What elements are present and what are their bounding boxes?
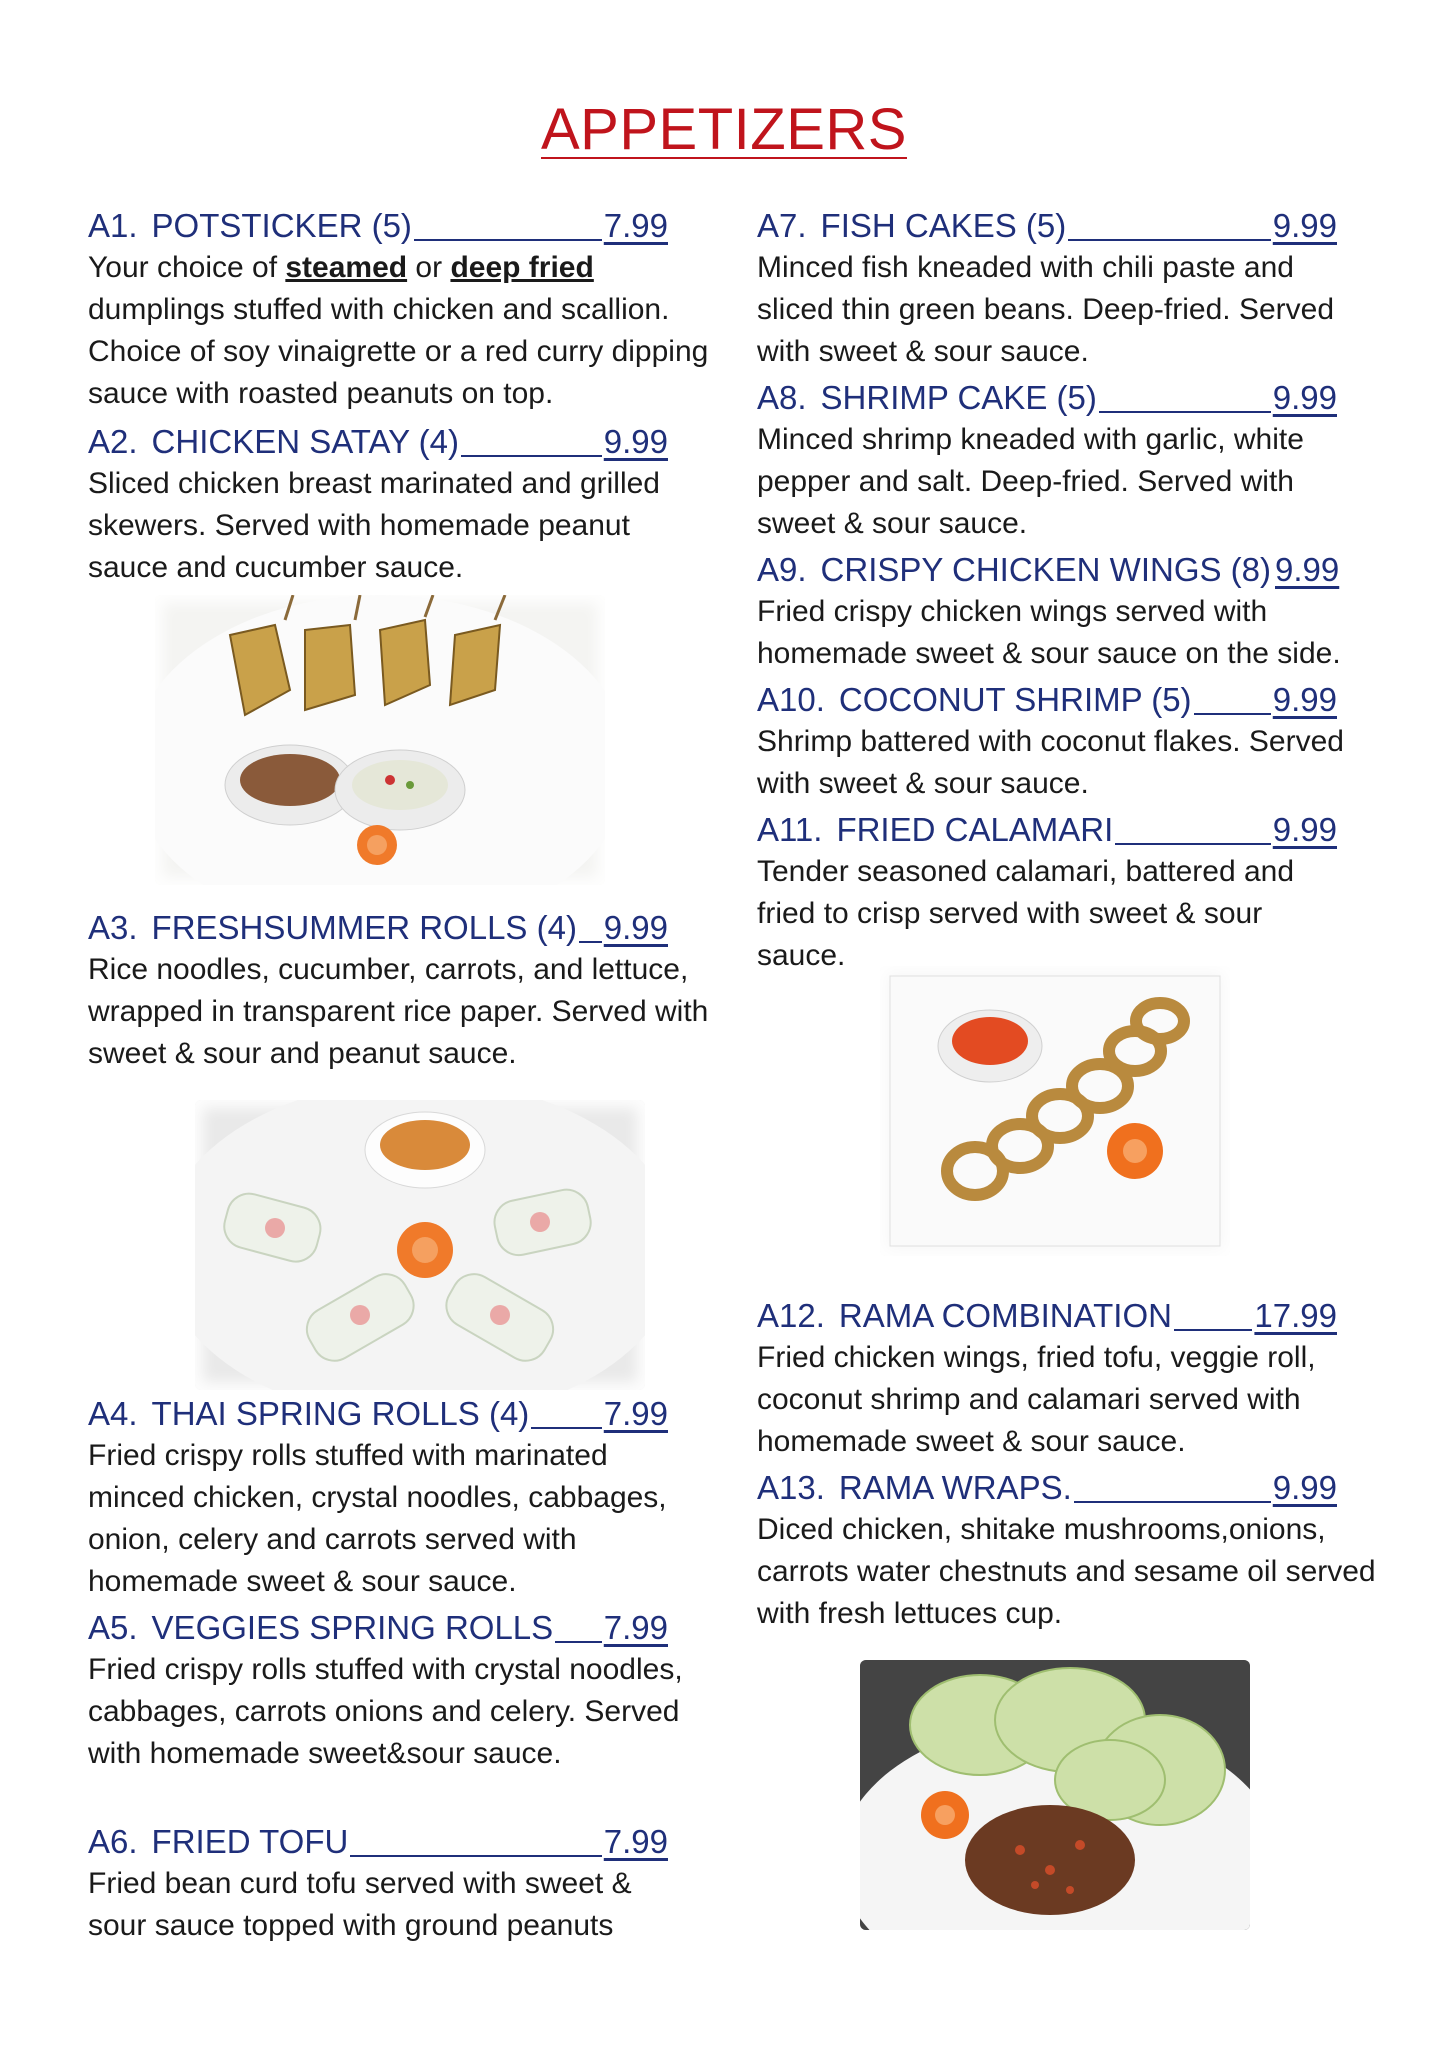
item-description: Diced chicken, shitake mushrooms,onions, carrots water chestnuts and sesame oil served with fresh lettuces cup. (757, 1513, 1376, 1630)
menu-item-a2 (88, 420, 698, 589)
item-code: A11. (757, 811, 823, 848)
desc-option-steamed: steamed (285, 251, 408, 284)
menu-item-a7 (757, 204, 1357, 373)
item-code: A8. (757, 379, 807, 416)
item-description (88, 247, 728, 415)
item-description: Fried crispy rolls stuffed with crystal noodles, cabbages, carrots onions and celery. Served with homemade sweet&sour sauce. (88, 1653, 683, 1770)
price-leader (1068, 198, 1271, 241)
item-description: Fried crispy rolls stuffed with marinated minced chicken, crystal noodles, cabbages, onion, celery and carrots served with homemade sweet & sour sauce. (88, 1439, 667, 1598)
item-code: A10. (757, 681, 825, 718)
item-price: 9.99 (1272, 681, 1337, 718)
item-description: Shrimp battered with coconut flakes. Served with sweet & sour sauce. (757, 725, 1344, 800)
item-description: Minced shrimp kneaded with garlic, white pepper and salt. Deep-fried. Served with sweet & sour sauce. (757, 423, 1304, 540)
item-name: COCONUT SHRIMP (5) (838, 681, 1192, 718)
price-leader (461, 414, 602, 457)
item-name: RAMA COMBINATION (838, 1297, 1172, 1334)
desc-text: Your choice of (88, 251, 286, 284)
item-code: A1. (88, 207, 138, 244)
item-price: 9.99 (1272, 207, 1337, 244)
item-code: A9. (757, 551, 807, 588)
desc-text: or (407, 251, 451, 284)
item-name: CHICKEN SATAY (4) (151, 423, 459, 460)
menu-item-a10 (757, 678, 1357, 805)
item-header (88, 420, 668, 463)
item-header (88, 1820, 668, 1863)
item-code: A3. (88, 909, 138, 946)
item-header (757, 548, 1340, 591)
item-price: 9.99 (603, 909, 668, 946)
price-leader (1174, 1288, 1252, 1331)
item-header (88, 1606, 668, 1649)
item-code: A6. (88, 1823, 138, 1860)
item-description: Sliced chicken breast marinated and grilled skewers. Served with homemade peanut sauce and cucumber sauce. (88, 467, 660, 584)
item-description: Rice noodles, cucumber, carrots, and lettuce, wrapped in transparent rice paper. Served with sweet & sour and peanut sauce. (88, 953, 709, 1070)
price-leader (414, 198, 602, 241)
item-price: 9.99 (1272, 1469, 1337, 1506)
item-price: 9.99 (1272, 379, 1337, 416)
item-description: Minced fish kneaded with chili paste and sliced thin green beans. Deep-fried. Served with sweet & sour sauce. (757, 251, 1335, 368)
item-price: 9.99 (1275, 551, 1340, 588)
desc-text: dumplings stuffed with chicken and scallion. Choice of soy vinaigrette or a red curry dipping sauce with roasted peanuts on top. (88, 293, 709, 410)
price-leader (1074, 1460, 1271, 1503)
item-code: A7. (757, 207, 807, 244)
rama-wraps-photo (860, 1660, 1250, 1930)
item-header (757, 1294, 1337, 1337)
item-header (757, 376, 1337, 419)
price-leader (350, 1814, 601, 1857)
item-name: FRESHSUMMER ROLLS (4) (151, 909, 577, 946)
item-name: CRISPY CHICKEN WINGS (8) (820, 551, 1271, 588)
item-price: 9.99 (603, 423, 668, 460)
item-price: 9.99 (1272, 811, 1337, 848)
page-title (0, 96, 1448, 163)
item-name: RAMA WRAPS. (838, 1469, 1072, 1506)
item-description: Tender seasoned calamari, battered and fried to crisp served with sweet & sour sauce. (757, 855, 1295, 972)
item-code: A2. (88, 423, 138, 460)
item-price: 7.99 (603, 1395, 668, 1432)
fresh-summer-rolls-photo (195, 1100, 645, 1390)
chicken-satay-photo (155, 595, 605, 885)
price-leader (1115, 802, 1270, 845)
item-header (757, 678, 1337, 721)
menu-item-a6 (88, 1820, 698, 1947)
item-price: 7.99 (603, 207, 668, 244)
menu-item-a4 (88, 1392, 698, 1603)
price-leader (1194, 672, 1271, 715)
menu-item-a12 (757, 1294, 1377, 1463)
item-name: FISH CAKES (5) (820, 207, 1067, 244)
item-name: THAI SPRING ROLLS (4) (151, 1395, 530, 1432)
price-leader (1099, 370, 1271, 413)
item-name: FRIED TOFU (151, 1823, 349, 1860)
item-price: 17.99 (1254, 1297, 1337, 1334)
item-name: POTSTICKER (5) (151, 207, 412, 244)
item-name: SHRIMP CAKE (5) (820, 379, 1097, 416)
fried-calamari-photo (880, 966, 1230, 1256)
item-code: A12. (757, 1297, 825, 1334)
menu-item-a11 (757, 808, 1347, 977)
item-code: A5. (88, 1609, 138, 1646)
menu-item-a9 (757, 548, 1397, 675)
item-header (88, 204, 668, 247)
item-name: VEGGIES SPRING ROLLS (151, 1609, 554, 1646)
item-description: Fried bean curd tofu served with sweet & sour sauce topped with ground peanuts (88, 1867, 632, 1942)
item-header (757, 204, 1337, 247)
item-description: Fried chicken wings, fried tofu, veggie roll, coconut shrimp and calamari served with homemade sweet & sour sauce. (757, 1341, 1316, 1458)
item-header (88, 906, 668, 949)
item-header (757, 1466, 1337, 1509)
item-price: 7.99 (603, 1609, 668, 1646)
menu-item-a1 (88, 204, 728, 415)
item-header (757, 808, 1337, 851)
menu-item-a5 (88, 1606, 708, 1775)
page-title-text: APPETIZERS (541, 97, 907, 162)
item-code: A4. (88, 1395, 138, 1432)
item-description: Fried crispy chicken wings served with homemade sweet & sour sauce on the side. (757, 595, 1341, 670)
menu-item-a13 (757, 1466, 1387, 1635)
item-code: A13. (757, 1469, 825, 1506)
menu-item-a3 (88, 906, 718, 1075)
price-leader (531, 1386, 601, 1429)
price-leader (579, 900, 602, 943)
menu-item-a8 (757, 376, 1357, 545)
item-price: 7.99 (603, 1823, 668, 1860)
desc-option-deep-fried: deep fried (450, 251, 594, 284)
price-leader (555, 1600, 602, 1643)
item-name: FRIED CALAMARI (836, 811, 1114, 848)
item-header (88, 1392, 668, 1435)
